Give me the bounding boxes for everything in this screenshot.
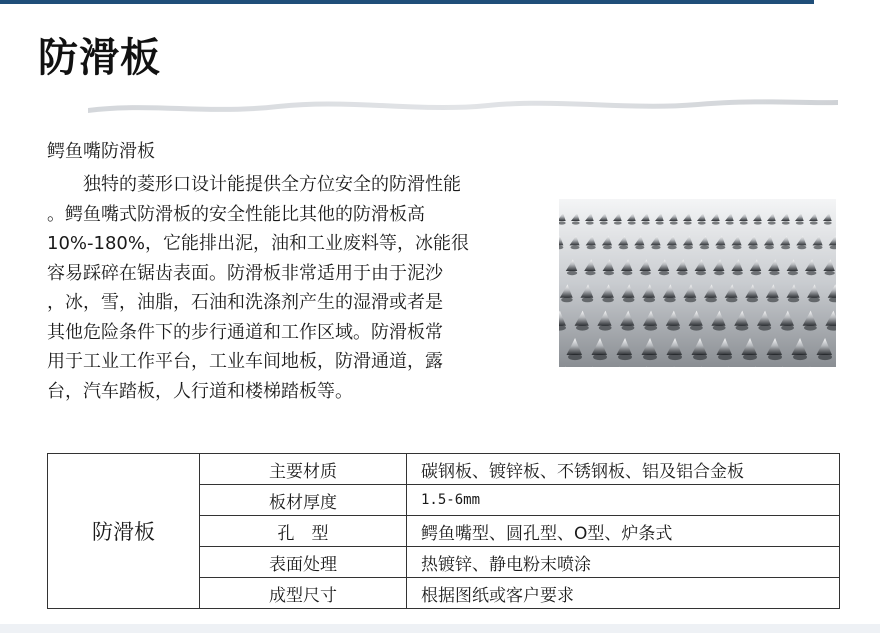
grating-shadow [576,325,589,331]
grating-shadow [754,221,762,224]
grating-shadow [714,271,724,275]
grating-shadow [768,354,782,360]
grating-shadow [705,297,716,302]
grating-shadow [667,325,680,331]
intro-paragraph [47,170,517,406]
value-cell: 碳钢板、镀锌板、不锈钢板、铝及铝合金板 [407,454,840,485]
grating-shadow [593,354,607,360]
grating-shadow [585,271,595,275]
property-cell: 板材厚度 [200,485,407,516]
grating-shadow [747,297,758,302]
grating-shadow [713,325,726,331]
grating-shadow [642,221,650,224]
grating-shadow [797,246,806,250]
grating-shadow [810,221,818,224]
grating-shadow [659,271,669,275]
grating-shadow [788,297,799,302]
grating-shadow [765,246,774,250]
grating-shadow [781,246,790,250]
grating-shadow [668,354,682,360]
grating-shadow [767,297,778,302]
grating-shadow [628,221,636,224]
grating-shadow [644,297,655,302]
grating-shadow [768,221,776,224]
value-cell: 鳄鱼嘴型、圆孔型、O型、炉条式 [407,516,840,547]
grating-shadow [726,297,737,302]
grating-shadow [698,221,706,224]
grating-shadow [582,297,593,302]
top-accent-bar [0,0,814,4]
decorative-wave-divider [88,92,838,114]
grating-shadow [743,354,757,360]
grating-shadow [604,271,614,275]
grating-shadow [622,325,635,331]
grating-shadow [818,354,832,360]
grating-shadow [736,325,749,331]
grating-shadow [572,221,580,224]
grating-shadow [781,325,794,331]
paragraph-line: 台，汽车踏板，人行道和楼梯踏板等。 [47,380,353,402]
grating-shadow [644,325,657,331]
bottom-strip [0,624,880,633]
property-cell: 成型尺寸 [200,578,407,609]
grating-shadow [693,354,707,360]
property-cell: 孔 型 [200,516,407,547]
grating-shadow [619,246,628,250]
grating-shadow [758,325,771,331]
grating-shadow [796,221,804,224]
value-cell: 热镀锌、静电粉末喷涂 [407,547,840,578]
grating-shadow [808,297,819,302]
grating-shadow [677,271,687,275]
grating-shadow [643,354,657,360]
grating-shadow [602,297,613,302]
grating-shadow [684,221,692,224]
value-cell: 根据图纸或客户要求 [407,578,840,609]
grating-shadow [804,325,817,331]
grating-shadow [571,246,580,250]
grating-shadow [641,271,651,275]
grating-shadow [749,246,758,250]
product-name-cell: 防滑板 [48,454,200,609]
grating-shadow [726,221,734,224]
paragraph-line: ，冰，雪，油脂，石油和洗涤剂产生的湿滑或者是 [47,292,443,313]
grating-shadow [700,246,709,250]
grating-shadow [622,271,632,275]
table-row [48,454,840,485]
grating-shadow [740,221,748,224]
paragraph-line: 10%-180%，它能排出泥，油和工业废料等，冰能很 [47,233,469,254]
property-cell: 表面处理 [200,547,407,578]
grating-shadow [568,354,582,360]
grating-shadow [769,271,779,275]
grating-shadow [668,246,677,250]
grating-shadow [685,297,696,302]
grating-shadow [614,221,622,224]
grating-shadow [751,271,761,275]
grating-shadow [603,246,612,250]
grating-shadow [652,246,661,250]
grating-shadow [793,354,807,360]
grating-shadow [712,221,720,224]
grating-shadow [664,297,675,302]
grating-shadow [824,221,832,224]
page-title: 防滑板 [38,35,161,81]
product-photo [559,199,836,367]
grating-shadow [733,246,742,250]
grating-shadow [825,271,835,275]
paragraph-line: 用于工业工作平台，工业车间地板，防滑通道，露 [47,351,443,372]
property-cell: 主要材质 [200,454,407,485]
grating-shadow [586,221,594,224]
paragraph-line: 其他危险条件下的步行通道和工作区域。防滑板常 [47,321,443,343]
grating-shadow [600,221,608,224]
grating-shadow [814,246,823,250]
grating-shadow [656,221,664,224]
grating-shadow [599,325,612,331]
grating-shadow [623,297,634,302]
paragraph-line: 。鳄鱼嘴式防滑板的安全性能比其他的防滑板高 [47,203,425,225]
grating-shadow [788,271,798,275]
value-cell: 1.5-6mm [407,485,840,516]
section-subtitle: 鳄鱼嘴防滑板 [47,141,155,162]
grating-shadow [618,354,632,360]
grating-shadow [733,271,743,275]
grating-shadow [567,271,577,275]
grating-shadow [561,297,572,302]
grating-shadow [716,246,725,250]
grating-shadow [782,221,790,224]
grating-shadow [635,246,644,250]
grating-plate-illustration [559,199,836,367]
grating-shadow [718,354,732,360]
grating-shadow [684,246,693,250]
paragraph-line: 容易踩碎在锯齿表面。防滑板非常适用于由于泥沙 [47,262,443,284]
grating-shadow [587,246,596,250]
grating-shadow [690,325,703,331]
grating-shadow [670,221,678,224]
paragraph-line: 独特的菱形口设计能提供全方位安全的防滑性能 [83,174,461,195]
grating-shadow [806,271,816,275]
spec-table [47,453,840,609]
grating-shadow [696,271,706,275]
